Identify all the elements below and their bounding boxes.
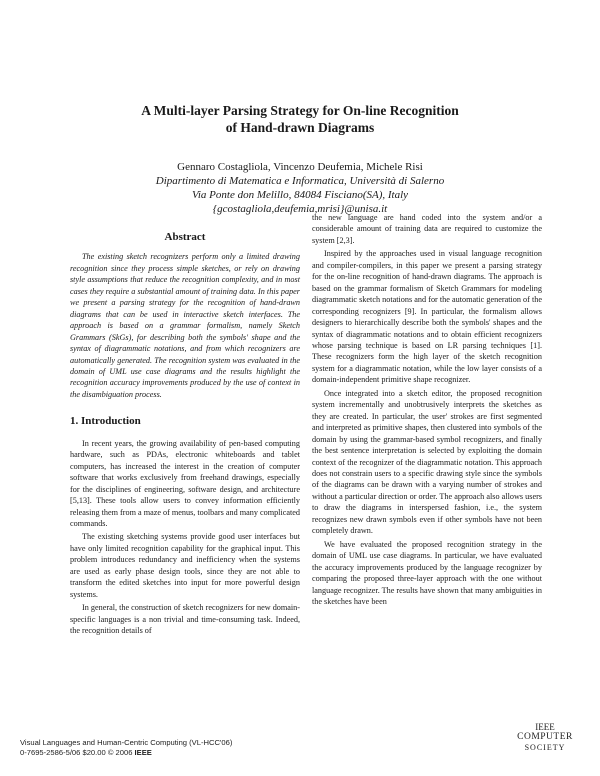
right-paragraph-2: Once integrated into a sketch editor, the proposed recognition system incrementally and unobtrusively interprets the sketches as they are created. In particular, the user' strokes are first segmented and interpreted as primitive shapes, then clustered into symbols of the domain by using the grammar-based symbol recognizers, and finally the best sentence interpretation is selected by exploiting the domain context of the recognizer of the diagrammatic notation. This approach does not constrain users to a specific drawing style since the symbols of the diagrams can be drawn with a varying number of strokes and without a particular direction or order. The approach also allows users to draw the diagrams in interspersed fashion, i.e., the system recognizes new drawn symbols even if other symbols have not been completely drawn.	[312, 388, 542, 536]
page-footer	[20, 738, 232, 758]
footer-copyright: 0-7695-2586-5/06 $20.00 © 2006	[20, 748, 133, 757]
right-paragraph-1: Inspired by the approaches used in visual language recognition and compiler-compilers, in this paper we present a parsing strategy for the on-line recognition of hand-drawn diagrams. The approach is based on the grammar formalism of Sketch Grammars for modeling diagrammatic sketch notations and for the automatic generation of the corresponding recognizers [9]. In particular, the formalism allows designers to hierarchically describe both the symbols' shapes and the syntax of diagrammatic notations and to obtain efficient recognizers whose parsing technique is based on LR parsing techniques [1]. These recognizers form the high layer of the sketch recognition system for a diagrammatic notation, while the low layer consists of a domain-independent primitive shape recognizer.	[312, 249, 542, 385]
intro-heading: 1. Introduction	[70, 415, 141, 428]
footer-ieee: IEEE	[134, 748, 152, 757]
title-line-2: of Hand-drawn Diagrams	[225, 120, 375, 135]
logo-mark: IEEE	[535, 722, 555, 732]
right-paragraph-0: the new language are hand coded into the system and/or a considerable amount of training data are required to customize the system [2,3].	[312, 213, 542, 245]
computer-society-logo	[510, 722, 580, 770]
author-address: Via Ponte don Melillo, 84084 Fisciano(SA), Italy	[191, 189, 409, 201]
logo-word-computer: COMPUTER	[517, 732, 573, 742]
abstract-text: The existing sketch recognizers perform only a limited drawing recognition since they process simple sketches, or rely on drawing style assumptions that reduce the recognition complexity, and in most cases they require a substantial amount of training data. In this paper we present a parsing strategy for the recognition of hand-drawn diagrams that can be used in interactive sketch interfaces. The approach is based on a grammar formalism, namely Sketch Grammars (SkGs), for describing both the symbols' shape and the syntax of diagrammatic notations, and from which recognizers are automatically generated. The recognition system was evaluated in the domain of UML use case diagrams and the results highlight the recognition accuracy improvements produced by the use of context in the disambiguation process.	[70, 252, 300, 399]
author-email: {gcostagliola,deufemia,mrisi}@unisa.it	[212, 203, 388, 215]
title-line-1: A Multi-layer Parsing Strategy for On-line Recognition	[141, 103, 459, 118]
logo-word-society: SOCIETY	[524, 743, 566, 752]
paper-title	[40, 102, 560, 136]
intro-paragraph-1: In recent years, the growing availability of pen-based computing hardware, such as PDAs, electronic whiteboards and tablet computers, has increased the interest in the creation of computer software that works exclusively from freehand drawings, especially for the disciplines of engineering, software design, and architecture [5,13]. These tools allow users to convey information efficiently releasing them from a maze of menus, toolbars and many complicated commands.	[70, 438, 300, 528]
intro-paragraph-2: The existing sketching systems provide good user interfaces but have only limited recognition capability for the graphical input. This problem introduces redundancy and inefficiency when the systems are used as early phase design tools, since they are not able to transform the edited sketches into input for more powerful design systems.	[70, 532, 300, 599]
author-names: Gennaro Costagliola, Vincenzo Deufemia, Michele Risi	[177, 161, 423, 173]
footer-conference: Visual Languages and Human-Centric Computing (VL-HCC'06)	[20, 738, 233, 747]
left-column	[70, 232, 300, 639]
right-column	[312, 212, 542, 609]
author-affiliation: Dipartimento di Matematica e Informatica, Università di Salerno	[155, 175, 445, 187]
abstract-heading: Abstract	[164, 231, 206, 243]
author-block	[40, 160, 560, 216]
right-paragraph-3: We have evaluated the proposed recognition strategy in the domain of UML use case diagrams. In particular, we have evaluated the accuracy improvements produced by the language recognizer by comparing the proposed three-layer approach with the one without language recognizer. The results have shown that many ambiguities in the sketches have been	[312, 539, 542, 606]
footer-copyright-line	[20, 748, 232, 758]
intro-paragraph-3: In general, the construction of sketch recognizers for new domain-specific languages is a non trivial and time-consuming task. Indeed, the recognition details of	[70, 603, 300, 636]
